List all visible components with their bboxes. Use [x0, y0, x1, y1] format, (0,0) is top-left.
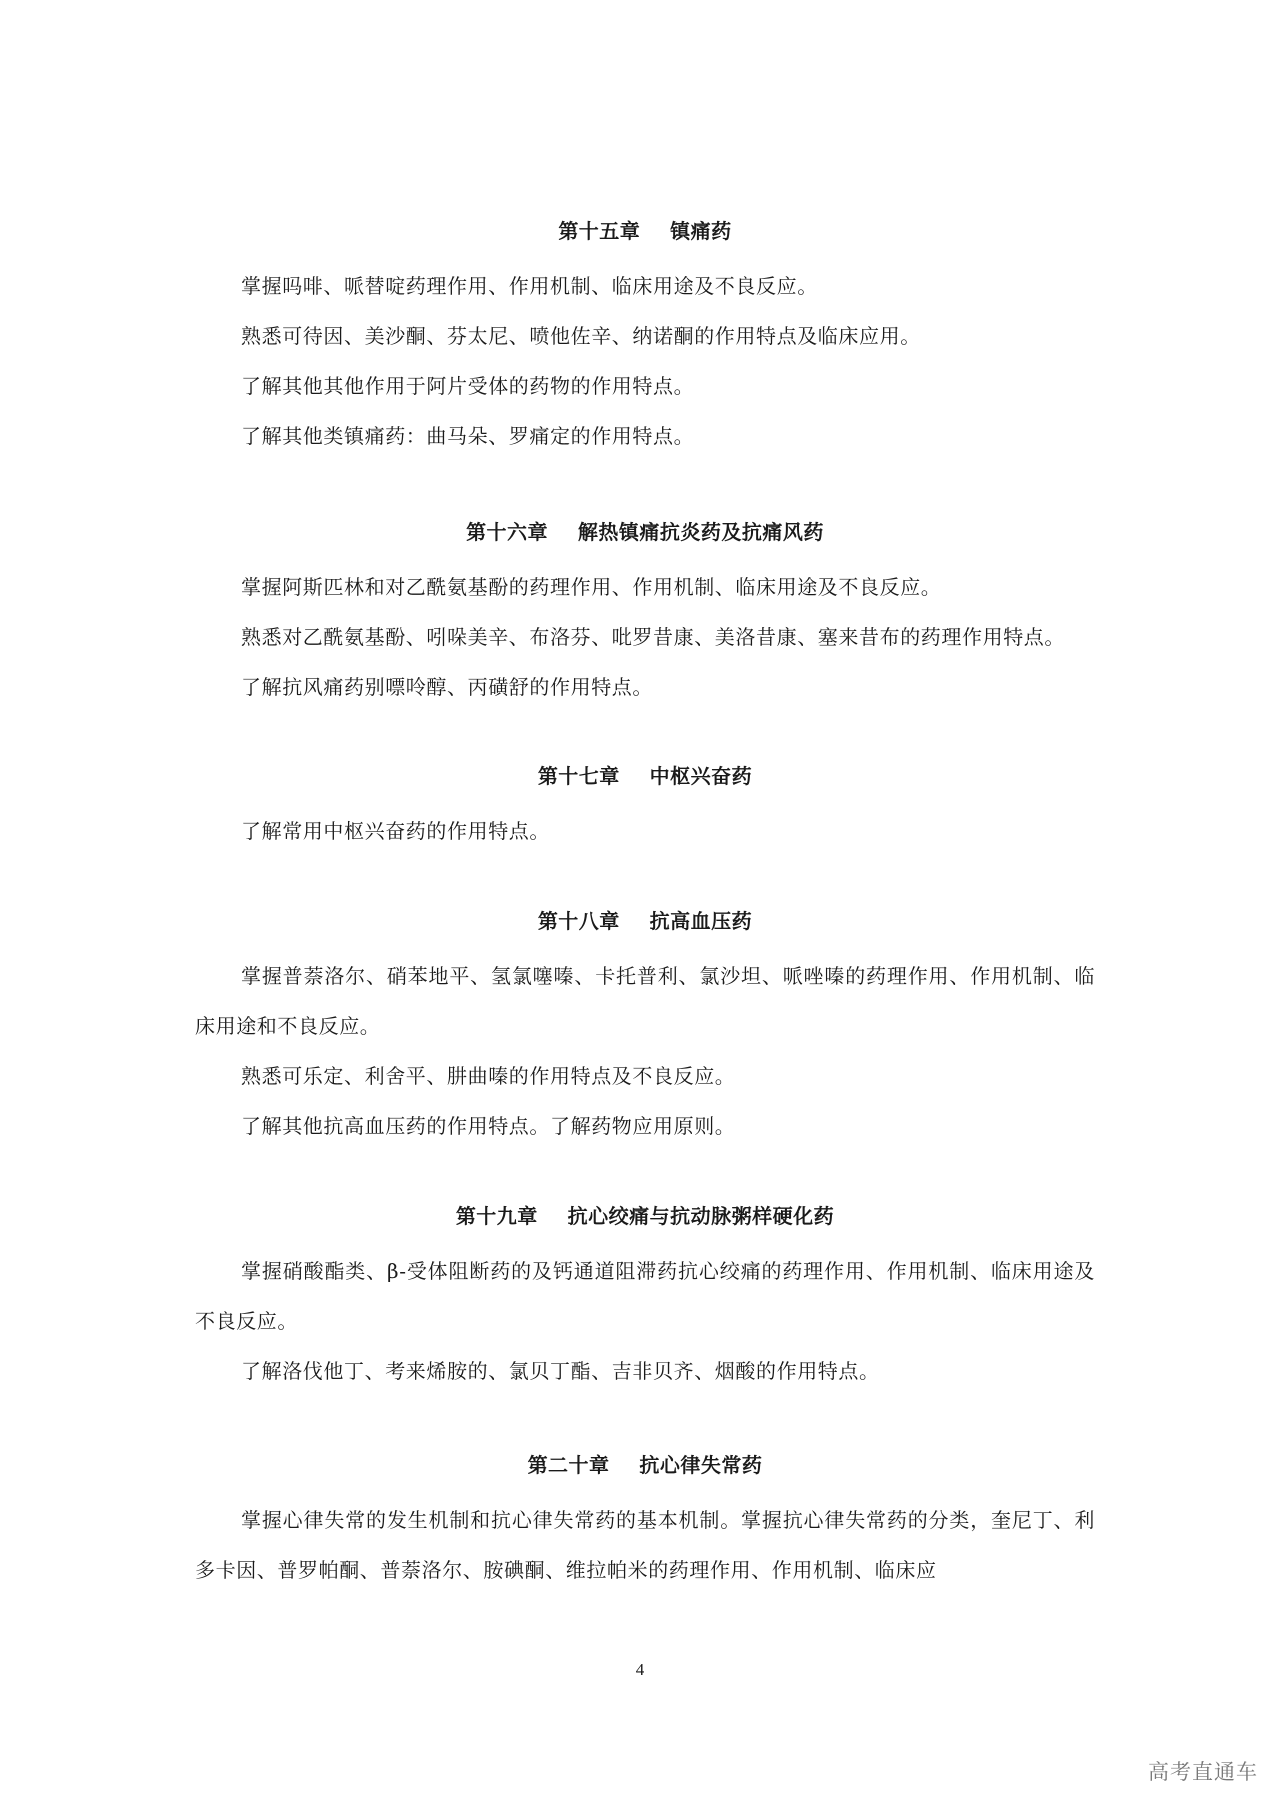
paragraph: 掌握硝酸酯类、β-受体阻断药的及钙通道阻滞药抗心绞痛的药理作用、作用机制、临床用途及不良反应。 — [195, 1259, 1095, 1333]
paragraph: 了解抗风痛药别嘌呤醇、丙磺舒的作用特点。 — [241, 675, 653, 699]
paragraph: 了解常用中枢兴奋药的作用特点。 — [241, 819, 550, 843]
chapter-title: 第十七章 中枢兴奋药 — [537, 764, 753, 788]
paragraph: 掌握普萘洛尔、硝苯地平、氢氯噻嗪、卡托普利、氯沙坦、哌唑嗪的药理作用、作用机制、临床用途和不良反应。 — [195, 964, 1095, 1038]
chapter-19 — [195, 1202, 1095, 1396]
chapter-20 — [195, 1451, 1095, 1595]
paragraph: 熟悉可待因、美沙酮、芬太尼、喷他佐辛、纳诺酮的作用特点及临床应用。 — [241, 324, 921, 348]
paragraph: 了解其他类镇痛药：曲马朵、罗痛定的作用特点。 — [241, 424, 695, 448]
document-body — [195, 217, 1095, 1595]
chapter-17 — [195, 762, 1095, 856]
chapter-15 — [195, 217, 1095, 461]
paragraph: 了解其他抗高血压药的作用特点。了解药物应用原则。 — [241, 1114, 736, 1138]
paragraph: 了解其他其他作用于阿片受体的药物的作用特点。 — [241, 374, 695, 398]
chapter-18 — [195, 907, 1095, 1151]
paragraph: 熟悉可乐定、利舍平、肼曲嗪的作用特点及不良反应。 — [241, 1064, 736, 1088]
chapter-title: 第十六章 解热镇痛抗炎药及抗痛风药 — [466, 520, 824, 544]
paragraph: 掌握心律失常的发生机制和抗心律失常药的基本机制。掌握抗心律失常药的分类，奎尼丁、利多卡因、普罗帕酮、普萘洛尔、胺碘酮、维拉帕米的药理作用、作用机制、临床应 — [195, 1508, 1095, 1582]
paragraph: 掌握吗啡、哌替啶药理作用、作用机制、临床用途及不良反应。 — [241, 274, 818, 298]
chapter-title: 第十九章 抗心绞痛与抗动脉粥样硬化药 — [455, 1204, 835, 1228]
chapter-16 — [195, 518, 1095, 712]
paragraph: 熟悉对乙酰氨基酚、吲哚美辛、布洛芬、吡罗昔康、美洛昔康、塞来昔布的药理作用特点。 — [241, 625, 1065, 649]
chapter-title: 第十五章 镇痛药 — [558, 219, 732, 243]
watermark: 高考直通车 — [1148, 1760, 1258, 1784]
paragraph: 掌握阿斯匹林和对乙酰氨基酚的药理作用、作用机制、临床用途及不良反应。 — [241, 575, 942, 599]
chapter-title: 第十八章 抗高血压药 — [537, 909, 753, 933]
chapter-title: 第二十章 抗心律失常药 — [527, 1453, 763, 1477]
page-number: 4 — [635, 1660, 645, 1679]
paragraph: 了解洛伐他丁、考来烯胺的、氯贝丁酯、吉非贝齐、烟酸的作用特点。 — [241, 1359, 880, 1383]
